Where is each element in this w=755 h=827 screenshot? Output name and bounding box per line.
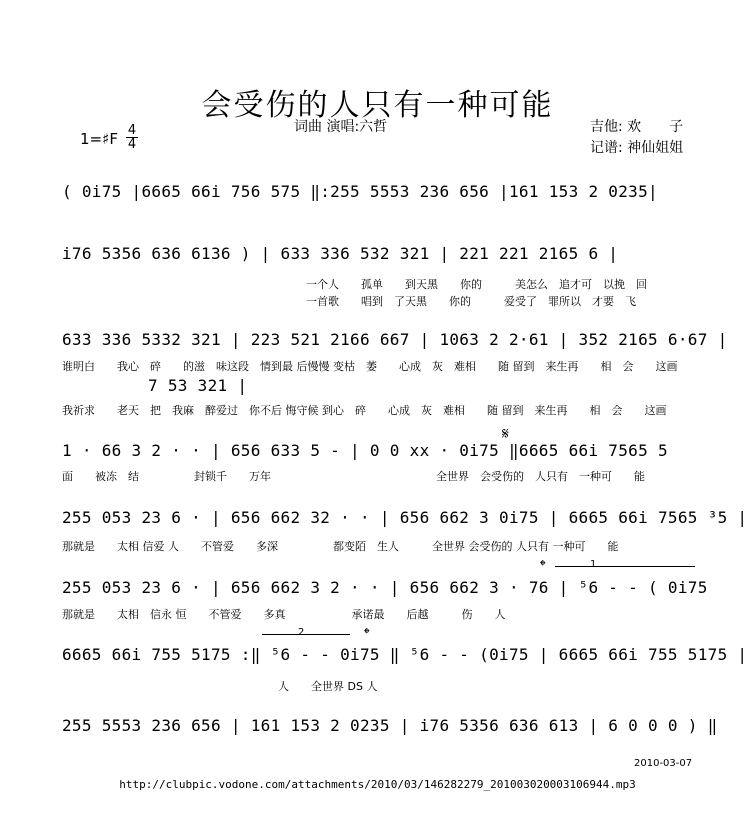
score-line-4: 1 · 66 3 2 · · | 656 633 5 - | 0 0 xx · 0i75 ‖6665 66i 7565 5	[62, 441, 668, 460]
transcriber-credit: 记谱: 神仙姐姐	[590, 140, 684, 156]
lyrics-line-7: 人 全世界 DS 人	[278, 680, 378, 693]
segno-mark: 𝄋	[502, 424, 509, 443]
score-line-7: 6665 66i 755 5175 :‖ ⁵6 - - 0i75 ‖ ⁵6 - - (0i75 | 6665 66i 755 5175 |	[62, 645, 748, 664]
lyrics-line-6: 那就是 太相 信永 恒 不管爱 多真 承诺最 后越 伤 人	[62, 608, 506, 621]
score-line-3-variant: 7 53 321 |	[148, 376, 248, 395]
time-signature	[126, 124, 138, 151]
score-line-1: ( 0i75 |6665 66i 756 575 ‖:255 5553 236 656 |161 153 2 0235|	[62, 182, 658, 201]
score-line-2: i76 5356 636 6136 ) | 633 336 532 321 | 221 221 2165 6 |	[62, 244, 619, 263]
volta-1-line	[555, 566, 695, 567]
score-line-3: 633 336 5332 321 | 223 521 2166 667 | 1063 2 2·61 | 352 2165 6·67 |	[62, 330, 728, 349]
footer-date: 2010-03-07	[634, 758, 693, 769]
lyrics-line-3: 谁明白 我心 碎 的滋 味这段 情到最 后慢慢 变枯 萎 心成 灰 难相 随 留到 来生再 相 会 这画	[62, 360, 678, 373]
guitar-credit: 吉他: 欢 子	[590, 119, 684, 135]
score-line-5: 255 053 23 6 · | 656 662 32 · · | 656 662 3 0i75 | 6665 66i 7565 ³5 |	[62, 508, 748, 527]
volta-2-line	[262, 634, 350, 635]
lyrics-line-2b: 一首歌 唱到 了天黑 你的 爱受了 罪所以 才要 飞	[306, 295, 636, 308]
composer-credit: 词曲 演唱:六哲	[294, 119, 388, 135]
lyrics-line-4: 面 被冻 结 封锁千 万年 全世界 会受伤的 人只有 一种可 能	[62, 470, 645, 483]
score-line-6: 255 053 23 6 · | 656 662 3 2 · · | 656 662 3 · 76 | ⁵6 - - ( 0i75	[62, 578, 708, 597]
lyrics-line-3-variant: 我祈求 老天 把 我麻 醉爱过 你不后 悔守候 到心 碎 心成 灰 难相 随 留到 来生再 相 会 这画	[62, 404, 667, 417]
meter-bottom: 4	[127, 137, 137, 152]
coda-mark-1: 𝄌	[540, 556, 546, 575]
song-title: 会受伤的人只有一种可能	[201, 88, 554, 123]
score-line-8: 255 5553 236 656 | 161 153 2 0235 | i76 5356 636 613 | 6 0 0 0 ) ‖	[62, 716, 718, 735]
lyrics-line-2a: 一个人 孤单 到天黑 你的 美怎么 追才可 以挽 回	[306, 278, 647, 291]
volta-1-label: 1	[590, 559, 597, 570]
lyrics-line-5: 那就是 太相 信爱 人 不管爱 多深 都变陌 生人 全世界 会受伤的 人只有 一种可 能	[62, 540, 619, 553]
footer-url: http://clubpic.vodone.com/attachments/2010/03/146282279_201003020003106944.mp3	[119, 778, 636, 791]
key-signature: 1=♯F	[80, 130, 118, 148]
volta-2-label: 2	[298, 627, 305, 638]
coda-mark-2: 𝄌	[364, 624, 370, 643]
meter-top: 4	[127, 123, 137, 138]
